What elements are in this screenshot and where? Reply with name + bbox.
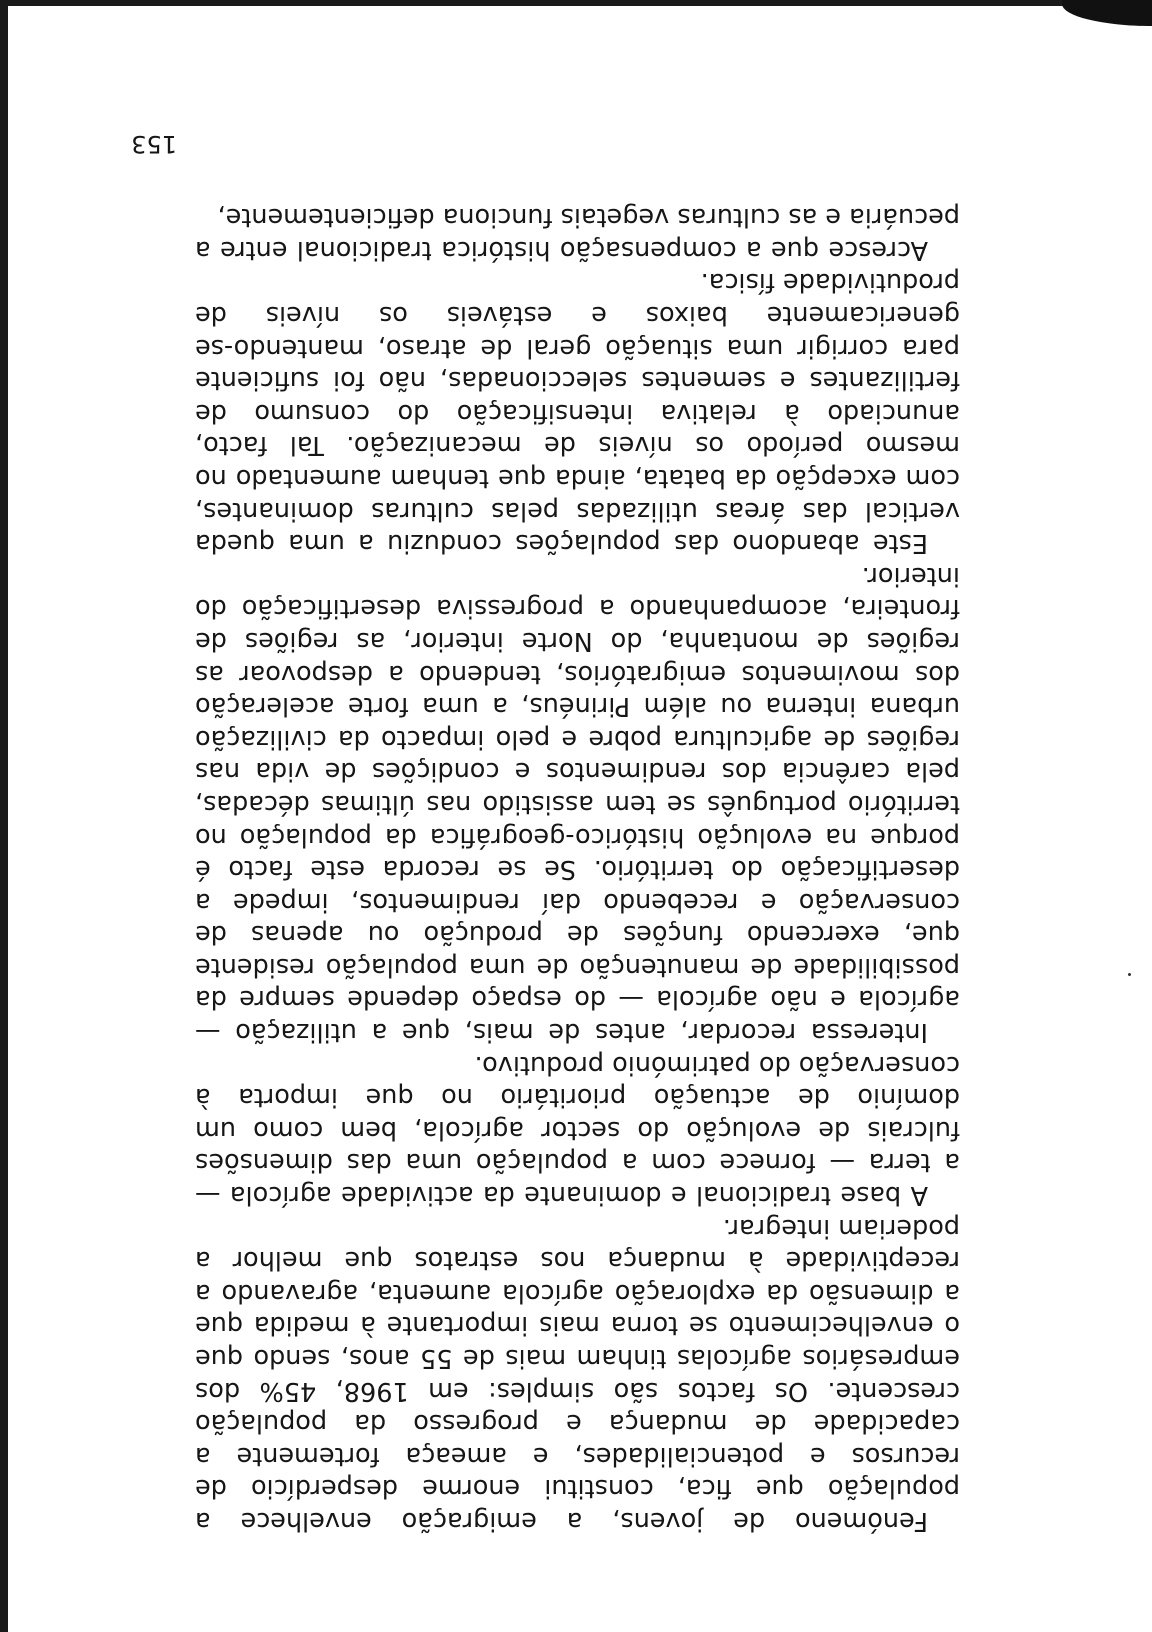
scan-border-top xyxy=(8,0,1152,6)
page-number: 153 xyxy=(131,130,177,158)
paragraph-1: Fenómeno de jovens, a emigração envelhece a população que fica, constitui enorme desperdício de recursos e potencialidades, e ameaça fortemente a capacidade de mudança e progresso da população crescente. Os factos são simples: em 1968, 45% dos empresários agrícolas tinham mais de 55 anos, sendo que o envelhecimento se torna mais importante à medida que a dimensão da exploração agrícola aumenta, agravando a receptividade à mudança nos estratos que melhor a poderiam integrar. xyxy=(195,1212,960,1536)
scan-speck xyxy=(1128,973,1131,976)
scan-border-left xyxy=(0,0,8,1632)
paragraph-4: Este abandono das populações conduziu a uma queda vertical das áreas utilizadas pelas culturas dominantes, com excepção da batata, ainda que tenham aumentado no mesmo período os níveis de mecanização. Tal facto, anunciado à relativa intensificação do consumo de fertilizantes e sementes seleccionadas, não foi suficiente para corrigir uma situação geral de atraso, mantendo-se genericamente baixos e estáveis os níveis de produtividade física. xyxy=(195,267,960,559)
paragraph-3: Interessa recordar, antes de mais, que a utilização — agrícola e não agrícola — do espaço depende sempre da possibilidade de manutenção de uma população residente que, exercendo funções de produção ou apenas de conservação e recebendo daí rendimentos, impede a desertificação do território. Se se recorda este facto é porque na evolução histórico-geográfica da população no território português se tem assistido nas últimas décadas, pela carência dos rendimentos e condições de vida nas regiões de agricultura pobre e pelo impacto da civilização urbana interna ou além Pirinéus, a uma forte aceleração dos movimentos emigratórios, tendendo a despovoar as regiões de montanha, do Norte interior, as regiões de fronteira, acompanhando a progressiva desertificação do interior. xyxy=(195,560,960,1048)
body-text xyxy=(195,201,960,1537)
paragraph-5: Acresce que a compensação histórica tradicional entre a pecuária e as culturas vegetais funciona deficientemente, xyxy=(195,202,960,265)
paragraph-2: A base tradicional e dominante da actividade agrícola — a terra — fornece com a população uma das dimensões fulcrais de evolução do sector agrícola, bem como um domínio de actuação prioritário no que importa à conservação do património produtivo. xyxy=(195,1049,960,1211)
